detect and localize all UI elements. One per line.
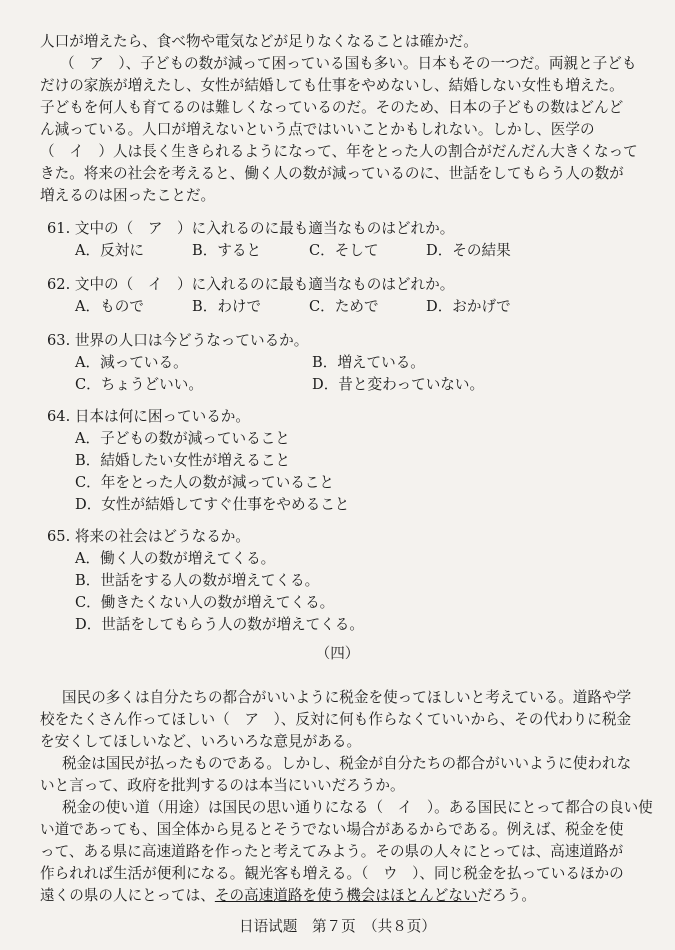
passage3-line-5: ん減っている。人口が増えないという点ではいいことかもしれない。しかし、医学の xyxy=(40,121,595,138)
section4-line-1: 国民の多くは自分たちの都合がいいように税金を使ってほしいと考えている。道路や学 xyxy=(62,689,632,706)
q61-option-a[interactable]: A．反対に xyxy=(75,242,144,259)
q65-option-c[interactable]: C．働きたくない人の数が増えてくる。 xyxy=(75,594,335,611)
q62-option-b[interactable]: B．わけで xyxy=(192,298,262,315)
q64-option-c[interactable]: C．年をとった人の数が減っていること xyxy=(75,474,334,491)
section4-line-10-post: だろう。 xyxy=(477,887,536,904)
question-65-stem: 65. 将来の社会はどうなるか。 xyxy=(47,528,250,545)
passage3-line-3: だけの家族が増えたし、女性が結婚しても仕事をやめないし、結婚しない女性も増えた。 xyxy=(40,77,624,94)
section-4-heading: （四） xyxy=(315,645,360,662)
section4-line-7: い道であっても、国全体から見るとそうでない場合があるからである。例えば、税金を使 xyxy=(40,821,624,838)
passage3-line-1: 人口が増えたら、食べ物や電気などが足りなくなることは確かだ。 xyxy=(40,33,478,50)
q63-option-d[interactable]: D．昔と変わっていない。 xyxy=(312,376,485,393)
question-61-stem: 61. 文中の（ ア ）に入れるのに最も適当なものはどれか。 xyxy=(47,220,455,237)
q63-option-a[interactable]: A．減っている。 xyxy=(75,354,188,371)
q62-option-d[interactable]: D．おかげで xyxy=(426,298,511,315)
passage3-line-7: きた。将来の社会を考えると、働く人の数が減っているのに、世話をしてもらう人の数が xyxy=(40,165,624,182)
question-63-stem: 63. 世界の人口は今どうなっているか。 xyxy=(47,332,309,349)
section4-line-5: いと言って、政府を批判するのは本当にいいだろうか。 xyxy=(40,777,405,794)
q61-option-c[interactable]: C．そして xyxy=(309,242,379,259)
passage3-line-4: 子どもを何人も育てるのは難しくなっているのだ。そのため、日本の子どもの数はどんど xyxy=(40,99,624,116)
q64-option-b[interactable]: B．結婚したい女性が増えること xyxy=(75,452,291,469)
section4-line-9: 作られれば生活が便利になる。観光客も増える。（ ウ ）、同じ税金を払っているほかの xyxy=(40,865,624,882)
q65-option-a[interactable]: A．働く人の数が増えてくる。 xyxy=(75,550,276,567)
q64-option-d[interactable]: D．女性が結婚してすぐ仕事をやめること xyxy=(75,496,350,513)
q61-option-b[interactable]: B．すると xyxy=(192,242,262,259)
passage3-line-6: （ イ ）人は長く生きられるようになって、年をとった人の割合がだんだん大きくなって xyxy=(40,143,638,160)
question-64-stem: 64. 日本は何に困っているか。 xyxy=(47,408,250,425)
section4-line-10-pre: 遠くの県の人にとっては、 xyxy=(40,887,215,904)
q63-option-b[interactable]: B．増えている。 xyxy=(312,354,425,371)
question-62-stem: 62. 文中の（ イ ）に入れるのに最も適当なものはどれか。 xyxy=(47,276,455,293)
section4-line-2: 校をたくさん作ってほしい（ ア ）、反対に何も作らなくていいから、その代わりに税金 xyxy=(40,711,632,728)
section4-line-10 xyxy=(40,885,640,907)
q64-option-a[interactable]: A．子どもの数が減っていること xyxy=(75,430,290,447)
section4-line-6: 税金の使い道（用途）は国民の思い通りになる（ イ ）。ある国民にとって都合の良い使 xyxy=(62,799,653,816)
q62-option-a[interactable]: A．もので xyxy=(75,298,144,315)
underlined-phrase: その高速道路を使う機会はほとんどない xyxy=(214,887,478,904)
page-footer: 日语试题 第７页 （共８页） xyxy=(238,918,436,935)
q65-option-b[interactable]: B．世話をする人の数が増えてくる。 xyxy=(75,572,320,589)
passage3-line-8: 増えるのは困ったことだ。 xyxy=(40,187,216,204)
q61-option-d[interactable]: D．その結果 xyxy=(426,242,511,259)
section4-line-3: を安くしてほしいなど、いろいろな意見がある。 xyxy=(40,733,362,750)
q65-option-d[interactable]: D．世話をしてもらう人の数が増えてくる。 xyxy=(75,616,364,633)
section4-line-8: って、ある県に高速道路を作ったと考えてみよう。その県の人々にとっては、高速道路が xyxy=(40,843,624,860)
section4-line-4: 税金は国民が払ったものである。しかし、税金が自分たちの都合がいいように使われな xyxy=(62,755,632,772)
passage3-line-2: （ ア ）、子どもの数が減って困っている国も多い。日本もその一つだ。両親と子ども xyxy=(60,55,637,72)
q63-option-c[interactable]: C．ちょうどいい。 xyxy=(75,376,203,393)
q62-option-c[interactable]: C．ためで xyxy=(309,298,379,315)
